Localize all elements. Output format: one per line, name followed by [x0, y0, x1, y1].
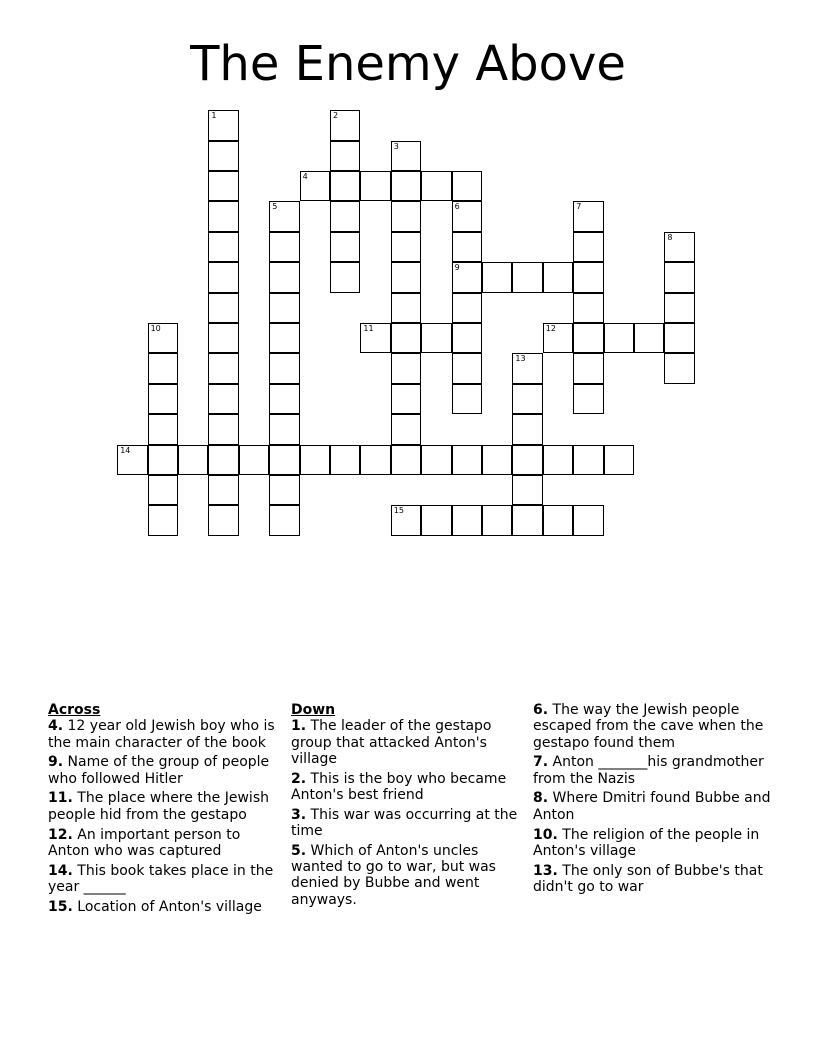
grid-cell[interactable]: [573, 384, 603, 414]
grid-cell[interactable]: [300, 445, 330, 475]
clue-number: 1.: [291, 718, 307, 735]
grid-cell[interactable]: [573, 262, 603, 292]
grid-cell[interactable]: [512, 262, 542, 292]
grid-cell[interactable]: [421, 505, 451, 535]
across-clue: [48, 863, 280, 896]
clue-number: 6: [454, 202, 460, 212]
clue-text: The leader of the gestapo group that attacked Anton's village: [291, 718, 492, 767]
grid-cell[interactable]: [208, 262, 238, 292]
puzzle-title: The Enemy Above: [190, 36, 626, 92]
grid-cell[interactable]: [360, 171, 390, 201]
down-clue: [291, 807, 523, 840]
clue-text: An important person to Anton who was captured: [48, 826, 241, 859]
grid-cell[interactable]: [300, 171, 330, 201]
grid-cell[interactable]: [482, 262, 512, 292]
grid-cell[interactable]: [208, 353, 238, 383]
clue-text: The only son of Bubbe's that didn't go to war: [533, 862, 763, 895]
grid-cell[interactable]: [208, 110, 238, 140]
grid-cell[interactable]: [269, 414, 299, 444]
grid-cell[interactable]: [148, 505, 178, 535]
clue-number: 12.: [48, 826, 73, 843]
down-clue: [533, 754, 773, 787]
grid-cell[interactable]: [664, 293, 694, 323]
grid-cell[interactable]: [269, 262, 299, 292]
across-clue: [48, 899, 280, 915]
clue-text: Where Dmitri found Bubbe and Anton: [533, 790, 771, 823]
across-clue: [48, 718, 280, 751]
grid-cell[interactable]: [360, 323, 390, 353]
grid-cell[interactable]: [452, 262, 482, 292]
clue-number: 8.: [533, 790, 549, 807]
clue-text: Location of Anton's village: [72, 898, 262, 915]
across-clue: [48, 827, 280, 860]
grid-cell[interactable]: [330, 232, 360, 262]
grid-cell[interactable]: [391, 505, 421, 535]
grid-cell[interactable]: [573, 505, 603, 535]
grid-cell[interactable]: [452, 505, 482, 535]
grid-cell[interactable]: [269, 445, 299, 475]
grid-cell[interactable]: [604, 323, 634, 353]
grid-cell[interactable]: [148, 445, 178, 475]
grid-cell[interactable]: [421, 323, 451, 353]
grid-cell[interactable]: [391, 445, 421, 475]
clue-text: The place where the Jewish people hid from the gestapo: [48, 790, 269, 823]
grid-cell[interactable]: [664, 262, 694, 292]
grid-cell[interactable]: [178, 445, 208, 475]
clue-number: 15: [393, 506, 404, 516]
clue-number: 4.: [48, 718, 64, 735]
grid-cell[interactable]: [664, 353, 694, 383]
grid-cell[interactable]: [512, 384, 542, 414]
grid-cell[interactable]: [512, 475, 542, 505]
grid-cell[interactable]: [360, 445, 390, 475]
grid-cell[interactable]: [391, 171, 421, 201]
grid-cell[interactable]: [512, 505, 542, 535]
down-clues-column-2: [533, 702, 773, 899]
grid-cell[interactable]: [239, 445, 269, 475]
clue-number: 9.: [48, 754, 64, 771]
grid-cell[interactable]: [482, 505, 512, 535]
clue-number: 5.: [291, 842, 307, 859]
grid-cell[interactable]: [330, 445, 360, 475]
across-clues: [48, 702, 280, 919]
grid-cell[interactable]: [664, 323, 694, 353]
grid-cell[interactable]: [148, 384, 178, 414]
down-clue: [533, 790, 773, 823]
clue-number: 3: [393, 141, 399, 151]
grid-cell[interactable]: [269, 201, 299, 231]
grid-cell[interactable]: [330, 171, 360, 201]
grid-cell[interactable]: [452, 445, 482, 475]
grid-cell[interactable]: [208, 475, 238, 505]
grid-cell[interactable]: [330, 262, 360, 292]
grid-cell[interactable]: [664, 232, 694, 262]
clue-text: The religion of the people in Anton's village: [533, 826, 760, 859]
grid-cell[interactable]: [391, 141, 421, 171]
grid-cell[interactable]: [330, 201, 360, 231]
clue-number: 13.: [533, 862, 558, 879]
clue-text: Anton _______his grandmother from the Nazis: [533, 754, 764, 787]
grid-cell[interactable]: [148, 353, 178, 383]
clue-text: This book takes place in the year ______: [48, 862, 274, 895]
across-heading: Across: [48, 702, 101, 718]
grid-cell[interactable]: [452, 232, 482, 262]
grid-cell[interactable]: [208, 171, 238, 201]
grid-cell[interactable]: [512, 414, 542, 444]
grid-cell[interactable]: [269, 384, 299, 414]
clue-number: 9: [454, 263, 460, 273]
grid-cell[interactable]: [512, 353, 542, 383]
clue-number: 14: [120, 445, 131, 455]
grid-cell[interactable]: [573, 201, 603, 231]
grid-cell[interactable]: [391, 262, 421, 292]
grid-cell[interactable]: [573, 323, 603, 353]
grid-cell[interactable]: [330, 141, 360, 171]
grid-cell[interactable]: [208, 414, 238, 444]
down-clue: [533, 827, 773, 860]
grid-cell[interactable]: [148, 323, 178, 353]
grid-cell[interactable]: [208, 445, 238, 475]
grid-cell[interactable]: [391, 353, 421, 383]
grid-cell[interactable]: [117, 445, 147, 475]
grid-cell[interactable]: [452, 201, 482, 231]
clue-number: 2: [333, 111, 339, 121]
clue-number: 10.: [533, 826, 558, 843]
down-clue: [533, 863, 773, 896]
clue-text: Name of the group of people who followed Hitler: [48, 754, 270, 787]
clue-number: 2.: [291, 770, 307, 787]
grid-cell[interactable]: [391, 323, 421, 353]
grid-cell[interactable]: [634, 323, 664, 353]
down-clue: [291, 843, 523, 908]
grid-cell[interactable]: [391, 293, 421, 323]
grid-cell[interactable]: [208, 505, 238, 535]
grid-cell[interactable]: [421, 171, 451, 201]
clue-text: Which of Anton's uncles wanted to go to war, but was denied by Bubbe and went anyways.: [291, 842, 496, 908]
clue-number: 11: [363, 324, 374, 333]
clue-number: 13: [515, 354, 526, 364]
grid-cell[interactable]: [391, 414, 421, 444]
grid-cell[interactable]: [573, 232, 603, 262]
grid-cell[interactable]: [391, 232, 421, 262]
grid-cell[interactable]: [391, 201, 421, 231]
grid-cell[interactable]: [543, 505, 573, 535]
clue-text: 12 year old Jewish boy who is the main character of the book: [48, 718, 275, 751]
grid-cell[interactable]: [512, 445, 542, 475]
grid-cell[interactable]: [269, 353, 299, 383]
clue-number: 1: [211, 111, 217, 121]
grid-cell[interactable]: [482, 445, 512, 475]
down-clues-column-1: [291, 702, 523, 912]
clue-number: 10: [150, 324, 161, 333]
grid-cell[interactable]: [208, 201, 238, 231]
across-clue: [48, 790, 280, 823]
grid-cell[interactable]: [573, 353, 603, 383]
clue-text: The way the Jewish people escaped from the cave when the gestapo found them: [533, 702, 764, 751]
grid-cell[interactable]: [148, 414, 178, 444]
grid-cell[interactable]: [543, 323, 573, 353]
grid-cell[interactable]: [452, 171, 482, 201]
down-clue: [291, 718, 523, 767]
clue-number: 6.: [533, 702, 549, 718]
across-clue: [48, 754, 280, 787]
clue-number: 4: [302, 172, 308, 181]
clue-number: 11.: [48, 790, 73, 807]
grid-cell[interactable]: [573, 293, 603, 323]
grid-cell[interactable]: [452, 323, 482, 353]
clue-number: 12: [545, 324, 556, 333]
grid-cell[interactable]: [269, 293, 299, 323]
grid-cell[interactable]: [604, 445, 634, 475]
grid-cell[interactable]: [148, 475, 178, 505]
grid-cell[interactable]: [208, 384, 238, 414]
clue-number: 15.: [48, 898, 73, 915]
grid-cell[interactable]: [573, 445, 603, 475]
grid-cell[interactable]: [269, 323, 299, 353]
grid-cell[interactable]: [269, 475, 299, 505]
clue-text: This is the boy who became Anton's best friend: [291, 770, 507, 803]
grid-cell[interactable]: [452, 293, 482, 323]
clue-number: 14.: [48, 862, 73, 879]
clue-number: 3.: [291, 806, 307, 823]
down-clue: [291, 771, 523, 804]
down-heading: Down: [291, 702, 336, 718]
down-clue: [533, 702, 773, 751]
clue-text: This war was occurring at the time: [291, 806, 518, 840]
grid-cell[interactable]: [208, 323, 238, 353]
clue-number: 8: [667, 232, 673, 242]
grid-cell[interactable]: [452, 384, 482, 414]
grid-cell[interactable]: [543, 262, 573, 292]
clue-number: 7.: [533, 754, 549, 771]
clue-number: 7: [576, 202, 582, 212]
grid-cell[interactable]: [269, 505, 299, 535]
grid-cell[interactable]: [208, 232, 238, 262]
grid-cell[interactable]: [208, 141, 238, 171]
grid-cell[interactable]: [391, 384, 421, 414]
grid-cell[interactable]: [421, 445, 451, 475]
grid-cell[interactable]: [269, 232, 299, 262]
grid-cell[interactable]: [330, 110, 360, 140]
grid-cell[interactable]: [543, 445, 573, 475]
clue-number: 5: [272, 202, 278, 212]
grid-cell[interactable]: [208, 293, 238, 323]
grid-cell[interactable]: [452, 353, 482, 383]
